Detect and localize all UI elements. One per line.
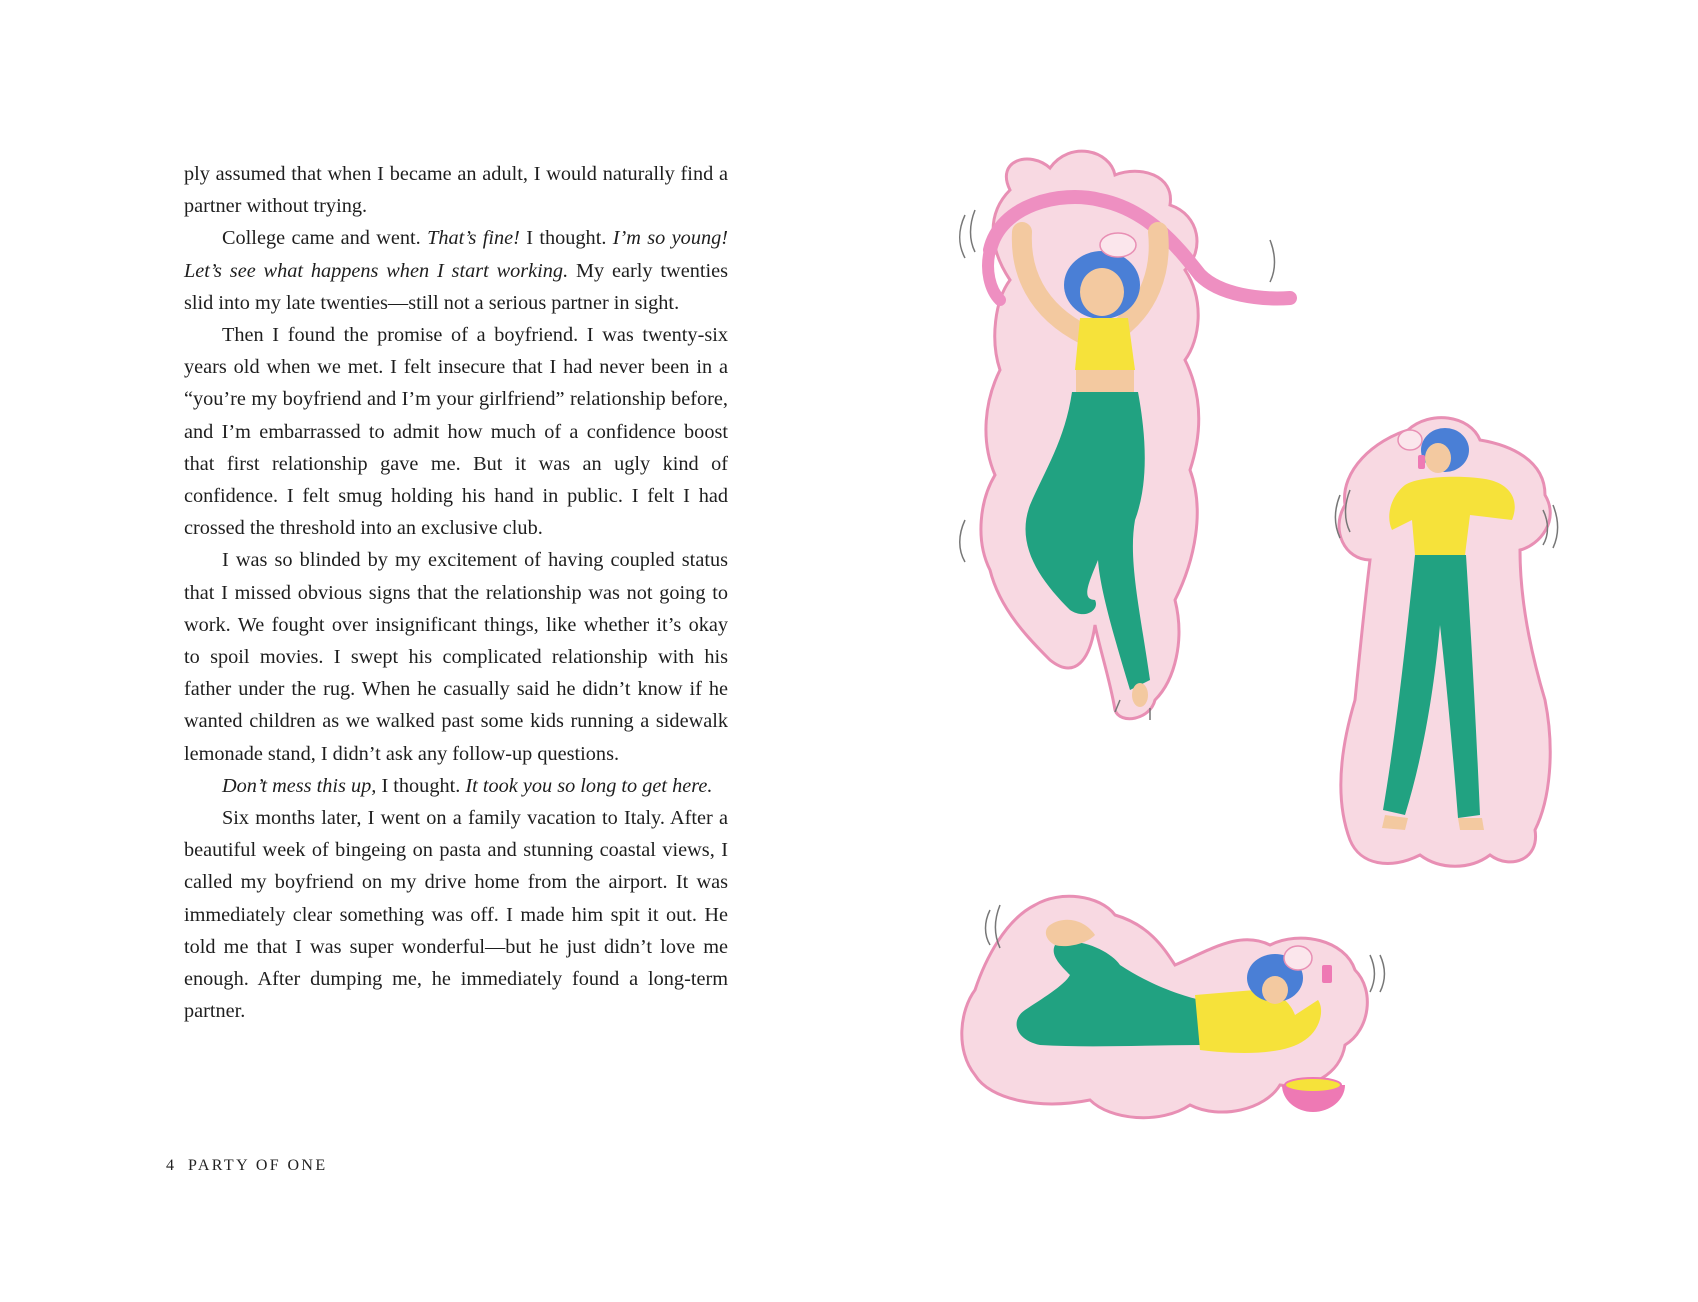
- cloud-face: [1284, 946, 1312, 970]
- italic-text: I’m so young! Let’s see what happens when I start working.: [184, 227, 728, 282]
- phone: [1418, 455, 1425, 469]
- page-number: 4: [166, 1157, 174, 1174]
- text-run: College came and went.: [222, 227, 428, 250]
- face: [1262, 976, 1288, 1004]
- face: [1425, 443, 1451, 473]
- italic-text: Don’t mess this up,: [222, 774, 377, 797]
- text-run: I was so blinded by my excitement of having coupled status that I missed obvious signs that the relationship was not going to work. We fought over insignificant things, like whether it’s okay to spoil movies. I swept his complicated relationship with his father under the rug. When he casually said he didn’t know if he wanted children as we walked past some kids running a sidewalk lemonade stand, I didn’t ask any follow-up questions.: [184, 549, 728, 765]
- woman-lying-with-phone-illustration: [962, 896, 1385, 1117]
- foot: [1132, 683, 1148, 707]
- cloud-face: [1100, 233, 1136, 257]
- woman-stretching-ribbon-illustration: [960, 151, 1290, 720]
- italic-text: It took you so long to get here.: [465, 774, 713, 797]
- text-run: I thought.: [519, 227, 613, 250]
- italic-text: That’s fine!: [427, 227, 520, 250]
- text-run: Then I found the promise of a boyfriend. I was twenty-six years old when we met. I felt insecure that I had never been in a “you’re my boyfriend and I’m your girlfriend” relationship before, and I’m embarrassed to admit how much of a confidence boost that first relationship gave me. But it was an ugly kind of confidence. I felt smug holding his hand in public. I felt I had crossed the threshold into an exclusive club.: [184, 324, 728, 540]
- face: [1080, 268, 1124, 316]
- text-run: ply assumed that when I became an adult, I would naturally find a partner without trying.: [184, 163, 728, 218]
- text-run: I thought.: [376, 774, 466, 797]
- phone: [1322, 965, 1332, 983]
- text-run: My early twenties slid into my late twenties—still not a serious partner in sight.: [184, 259, 729, 314]
- crop-top: [1075, 318, 1135, 370]
- cloud-face: [1398, 430, 1422, 450]
- woman-on-phone-illustration: [1336, 418, 1558, 867]
- popcorn: [1285, 1078, 1341, 1092]
- running-head: PARTY OF ONE: [188, 1157, 328, 1174]
- midriff: [1076, 370, 1134, 392]
- text-run: Six months later, I went on a family vacation to Italy. After a beautiful week of bingeing on pasta and stunning coastal views, I called my boyfriend on my drive home from the airport. It was immediately clear something was off. I made him spit it out. He told me that I was super wonderful—but he just didn’t love me enough. After dumping me, he immediately found a long-term partner.: [184, 807, 728, 1023]
